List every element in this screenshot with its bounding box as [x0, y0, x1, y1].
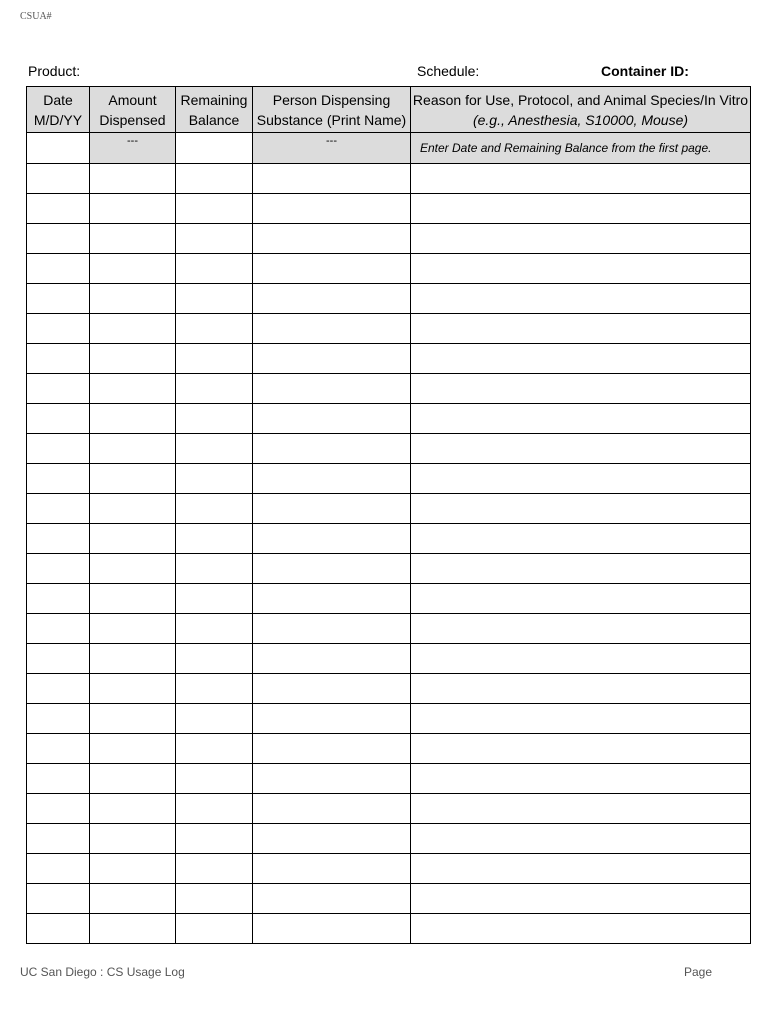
- remaining-balance-cell[interactable]: [176, 224, 253, 254]
- date-cell[interactable]: [27, 344, 90, 374]
- reason-for-use-cell[interactable]: [411, 764, 751, 794]
- date-cell[interactable]: [27, 884, 90, 914]
- amount-dispensed-cell[interactable]: [90, 434, 176, 464]
- reason-for-use-cell[interactable]: [411, 374, 751, 404]
- table-row: [27, 404, 751, 434]
- remaining-balance-cell[interactable]: [176, 194, 253, 224]
- amount-dispensed-cell[interactable]: [90, 254, 176, 284]
- remaining-balance-cell[interactable]: [176, 554, 253, 584]
- date-cell[interactable]: [27, 434, 90, 464]
- reason-for-use-cell[interactable]: [411, 794, 751, 824]
- reason-for-use-cell[interactable]: [411, 884, 751, 914]
- date-cell[interactable]: [27, 854, 90, 884]
- reason-for-use-cell[interactable]: [411, 704, 751, 734]
- table-row: [27, 824, 751, 854]
- reason-for-use-cell[interactable]: [411, 464, 751, 494]
- reason-for-use-cell[interactable]: [411, 644, 751, 674]
- reason-for-use-cell[interactable]: [411, 194, 751, 224]
- column-header-reason-for-use: Reason for Use, Protocol, and Animal Species/In Vitro (e.g., Anesthesia, S10000, Mouse): [411, 87, 751, 133]
- person-dispensing-cell[interactable]: [253, 854, 411, 884]
- remaining-balance-cell[interactable]: [176, 254, 253, 284]
- remaining-balance-cell[interactable]: [176, 584, 253, 614]
- table-row: [27, 284, 751, 314]
- reason-for-use-cell[interactable]: [411, 554, 751, 584]
- date-cell[interactable]: [27, 284, 90, 314]
- table-row: [27, 914, 751, 944]
- container-id-label: Container ID:: [601, 63, 689, 79]
- amount-dispensed-cell[interactable]: [90, 884, 176, 914]
- amount-dispensed-cell[interactable]: [90, 464, 176, 494]
- footer-source: UC San Diego : CS Usage Log: [20, 965, 185, 979]
- amount-dispensed-cell[interactable]: [90, 794, 176, 824]
- date-cell[interactable]: [27, 674, 90, 704]
- remaining-balance-cell[interactable]: [176, 674, 253, 704]
- remaining-balance-cell[interactable]: [176, 374, 253, 404]
- person-dispensing-cell[interactable]: [253, 404, 411, 434]
- remaining-balance-cell[interactable]: [176, 854, 253, 884]
- amount-dispensed-cell[interactable]: [90, 284, 176, 314]
- person-dispensing-cell[interactable]: [253, 464, 411, 494]
- date-cell[interactable]: [27, 734, 90, 764]
- date-cell[interactable]: [27, 614, 90, 644]
- amount-dispensed-cell[interactable]: [90, 224, 176, 254]
- schedule-label: Schedule:: [417, 63, 480, 79]
- date-cell[interactable]: [27, 404, 90, 434]
- table-row: [27, 254, 751, 284]
- amount-dispensed-cell[interactable]: [90, 404, 176, 434]
- table-row: [27, 584, 751, 614]
- reason-for-use-cell[interactable]: [411, 314, 751, 344]
- table-row: [27, 704, 751, 734]
- amount-dispensed-cell[interactable]: [90, 854, 176, 884]
- person-dispensing-cell[interactable]: [253, 254, 411, 284]
- table-row: [27, 644, 751, 674]
- amount-dispensed-cell[interactable]: [90, 824, 176, 854]
- person-dispensing-cell[interactable]: [253, 164, 411, 194]
- date-cell[interactable]: [27, 914, 90, 944]
- table-row: [27, 854, 751, 884]
- reason-for-use-cell[interactable]: [411, 344, 751, 374]
- reason-for-use-cell[interactable]: [411, 614, 751, 644]
- reason-for-use-cell[interactable]: [411, 854, 751, 884]
- remaining-balance-cell[interactable]: [176, 464, 253, 494]
- person-dispensing-cell[interactable]: [253, 644, 411, 674]
- person-dispensing-cell[interactable]: [253, 794, 411, 824]
- remaining-balance-cell[interactable]: [176, 704, 253, 734]
- reason-for-use-cell[interactable]: [411, 914, 751, 944]
- amount-dispensed-cell[interactable]: [90, 704, 176, 734]
- table-row: [27, 494, 751, 524]
- person-dispensing-cell[interactable]: [253, 314, 411, 344]
- person-dispensing-cell[interactable]: [253, 824, 411, 854]
- person-dispensing-cell[interactable]: [253, 524, 411, 554]
- reason-for-use-cell[interactable]: [411, 164, 751, 194]
- person-dispensing-cell[interactable]: [253, 764, 411, 794]
- remaining-balance-cell[interactable]: [176, 164, 253, 194]
- reason-for-use-cell[interactable]: [411, 254, 751, 284]
- person-dispensing-cell[interactable]: [253, 704, 411, 734]
- date-cell[interactable]: [27, 704, 90, 734]
- amount-dispensed-cell[interactable]: [90, 554, 176, 584]
- date-cell[interactable]: [27, 644, 90, 674]
- table-row: [27, 674, 751, 704]
- amount-dispensed-cell[interactable]: [90, 344, 176, 374]
- reason-for-use-cell[interactable]: [411, 494, 751, 524]
- person-dispensing-cell[interactable]: [253, 584, 411, 614]
- remaining-balance-cell[interactable]: [176, 404, 253, 434]
- reason-for-use-cell[interactable]: [411, 404, 751, 434]
- date-cell[interactable]: [27, 584, 90, 614]
- reason-for-use-cell[interactable]: [411, 224, 751, 254]
- table-row: [27, 464, 751, 494]
- person-dispensing-cell[interactable]: [253, 614, 411, 644]
- date-cell[interactable]: [27, 554, 90, 584]
- date-cell[interactable]: [27, 374, 90, 404]
- remaining-balance-cell[interactable]: [176, 764, 253, 794]
- table-row: [27, 374, 751, 404]
- carry-over-instruction: Enter Date and Remaining Balance from the first page.: [411, 133, 751, 164]
- reason-for-use-cell[interactable]: [411, 824, 751, 854]
- column-header-remaining-balance: Remaining Balance: [176, 87, 253, 133]
- table-row: [27, 614, 751, 644]
- person-dispensing-cell[interactable]: [253, 494, 411, 524]
- amount-dispensed-cell[interactable]: [90, 734, 176, 764]
- reason-for-use-cell[interactable]: [411, 434, 751, 464]
- person-dispensing-cell[interactable]: [253, 884, 411, 914]
- remaining-balance-cell[interactable]: [176, 794, 253, 824]
- footer-page-label: Page: [684, 965, 713, 979]
- remaining-balance-cell[interactable]: [176, 524, 253, 554]
- table-row: [27, 884, 751, 914]
- date-cell[interactable]: [27, 464, 90, 494]
- remaining-balance-cell[interactable]: [176, 644, 253, 674]
- person-dispensing-cell[interactable]: [253, 374, 411, 404]
- person-dispensing-cell[interactable]: [253, 194, 411, 224]
- amount-dispensed-placeholder: ---: [90, 133, 176, 164]
- remaining-balance-cell[interactable]: [176, 734, 253, 764]
- table-row: [27, 554, 751, 584]
- date-cell[interactable]: [27, 164, 90, 194]
- date-cell[interactable]: [27, 224, 90, 254]
- person-dispensing-placeholder: ---: [253, 133, 411, 164]
- table-row: [27, 734, 751, 764]
- table-row: [27, 524, 751, 554]
- table-row: [27, 794, 751, 824]
- date-cell[interactable]: [27, 254, 90, 284]
- remaining-balance-cell[interactable]: [176, 824, 253, 854]
- column-header-date: Date M/D/YY: [27, 87, 90, 133]
- table-row: [27, 164, 751, 194]
- table-row: [27, 224, 751, 254]
- date-cell[interactable]: [27, 194, 90, 224]
- person-dispensing-cell[interactable]: [253, 554, 411, 584]
- amount-dispensed-cell[interactable]: [90, 374, 176, 404]
- remaining-balance-cell[interactable]: [176, 914, 253, 944]
- reason-for-use-cell[interactable]: [411, 524, 751, 554]
- table-row: [27, 314, 751, 344]
- person-dispensing-cell[interactable]: [253, 434, 411, 464]
- carry-over-row: [27, 133, 751, 164]
- usage-log-table: [26, 86, 751, 944]
- date-cell[interactable]: [27, 133, 90, 164]
- table-row: [27, 764, 751, 794]
- product-label: Product:: [28, 63, 81, 79]
- form-id: CSUA#: [20, 11, 52, 22]
- remaining-balance-cell[interactable]: [176, 494, 253, 524]
- table-row: [27, 194, 751, 224]
- remaining-balance-cell[interactable]: [176, 314, 253, 344]
- date-cell[interactable]: [27, 314, 90, 344]
- amount-dispensed-cell[interactable]: [90, 614, 176, 644]
- amount-dispensed-cell[interactable]: [90, 914, 176, 944]
- date-cell[interactable]: [27, 764, 90, 794]
- remaining-balance-cell[interactable]: [176, 284, 253, 314]
- amount-dispensed-cell[interactable]: [90, 524, 176, 554]
- date-cell[interactable]: [27, 824, 90, 854]
- column-header-amount-dispensed: Amount Dispensed: [90, 87, 176, 133]
- remaining-balance-cell[interactable]: [176, 614, 253, 644]
- table-row: [27, 434, 751, 464]
- amount-dispensed-cell[interactable]: [90, 194, 176, 224]
- date-cell[interactable]: [27, 794, 90, 824]
- amount-dispensed-cell[interactable]: [90, 764, 176, 794]
- person-dispensing-cell[interactable]: [253, 674, 411, 704]
- remaining-balance-cell[interactable]: [176, 344, 253, 374]
- amount-dispensed-cell[interactable]: [90, 584, 176, 614]
- reason-for-use-cell[interactable]: [411, 734, 751, 764]
- amount-dispensed-cell[interactable]: [90, 494, 176, 524]
- table-header-row: [27, 87, 751, 133]
- amount-dispensed-cell[interactable]: [90, 674, 176, 704]
- remaining-balance-cell[interactable]: [176, 133, 253, 164]
- date-cell[interactable]: [27, 524, 90, 554]
- amount-dispensed-cell[interactable]: [90, 314, 176, 344]
- reason-for-use-cell[interactable]: [411, 674, 751, 704]
- remaining-balance-cell[interactable]: [176, 884, 253, 914]
- amount-dispensed-cell[interactable]: [90, 644, 176, 674]
- person-dispensing-cell[interactable]: [253, 284, 411, 314]
- date-cell[interactable]: [27, 494, 90, 524]
- person-dispensing-cell[interactable]: [253, 734, 411, 764]
- reason-for-use-cell[interactable]: [411, 584, 751, 614]
- person-dispensing-cell[interactable]: [253, 224, 411, 254]
- reason-for-use-cell[interactable]: [411, 284, 751, 314]
- table-row: [27, 344, 751, 374]
- amount-dispensed-cell[interactable]: [90, 164, 176, 194]
- person-dispensing-cell[interactable]: [253, 344, 411, 374]
- column-header-person-dispensing: Person Dispensing Substance (Print Name): [253, 87, 411, 133]
- remaining-balance-cell[interactable]: [176, 434, 253, 464]
- person-dispensing-cell[interactable]: [253, 914, 411, 944]
